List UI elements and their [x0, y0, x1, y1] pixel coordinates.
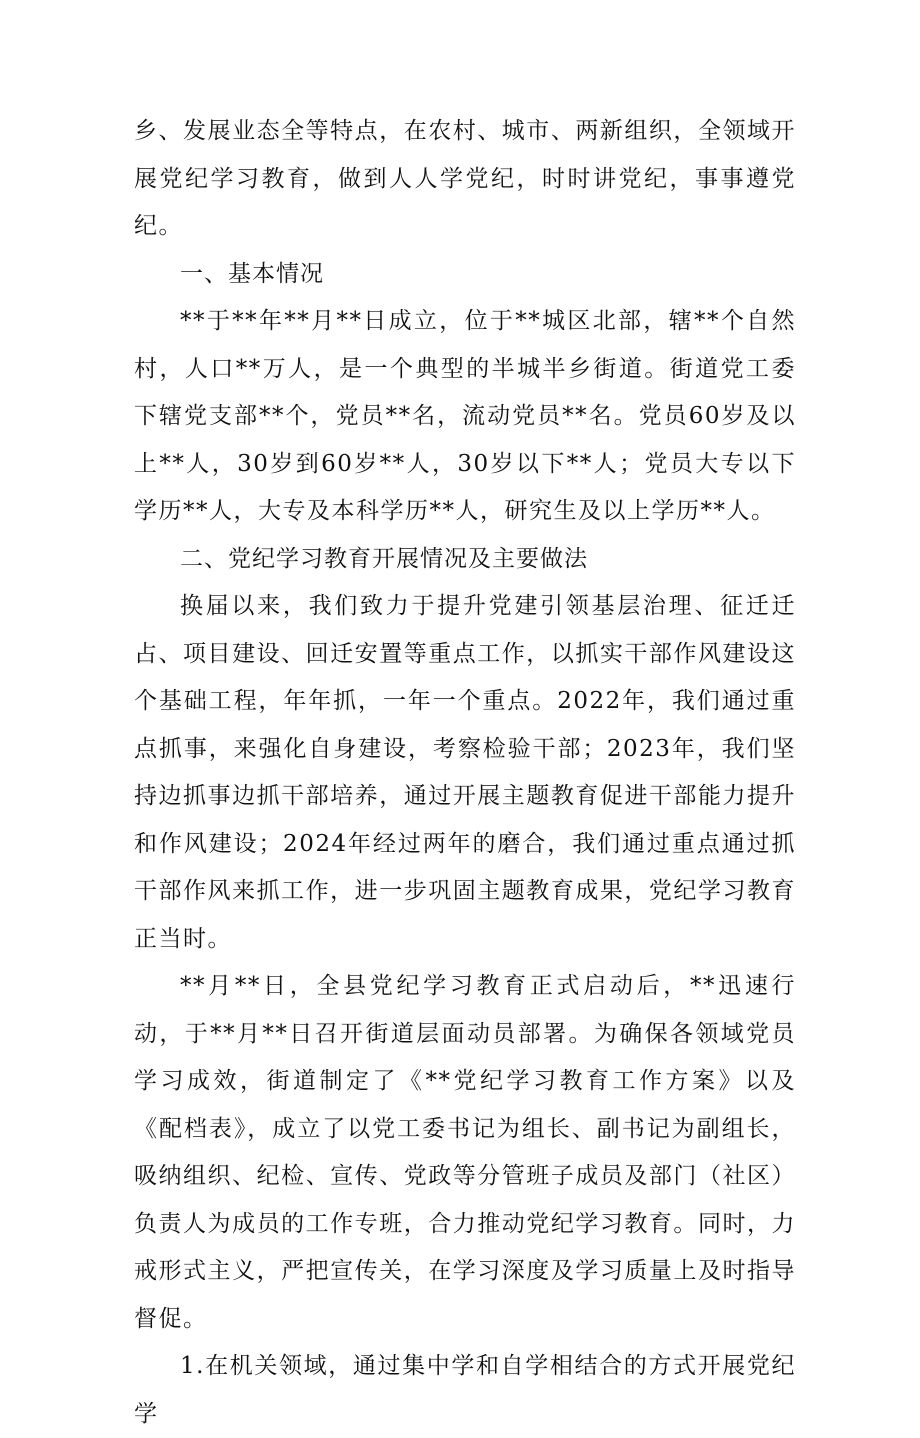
paragraph-launch-deployment: **月**日，全县党纪学习教育正式启动后，**迅速行动，于**月**日召开街道层面动员部署。为确保各领域党员学习成效，街道制定了《**党纪学习教育工作方案》以及《配档表》，成立了以党工委书记为组长、副书记为副组长，吸纳组织、纪检、宣传、党政等分管班子成员及部门（社区）负责人为成员的工作专班，合力推动党纪学习教育。同时，力戒形式主义，严把宣传关，在学习深度及学习质量上及时指导督促。	[134, 973, 796, 1332]
paragraph-intro-continuation: 乡、发展业态全等特点，在农村、城市、两新组织，全领域开展党纪学习教育，做到人人学党纪，时时讲党纪，事事遵党纪。	[134, 118, 796, 239]
paragraph-item-1-start: 1.在机关领域，通过集中学和自学相结合的方式开展党纪学	[134, 1353, 796, 1427]
paragraph-work-focus: 换届以来，我们致力于提升党建引领基层治理、征迁迁占、项目建设、回迁安置等重点工作，以抓实干部作风建设这个基础工程，年年抓，一年一个重点。2022年，我们通过重点抓事，来强化自身建设，考察检验干部；2023年，我们坚持边抓事边抓干部培养，通过开展主题教育促进干部能力提升和作风建设；2024年经过两年的磨合，我们通过重点通过抓干部作风来抓工作，进一步巩固主题教育成果，党纪学习教育正当时。	[134, 593, 796, 952]
section-heading-basic-situation: 一、基本情况	[180, 260, 324, 287]
paragraph-basic-situation: **于**年**月**日成立，位于**城区北部，辖**个自然村，人口**万人，是一个典型的半城半乡街道。街道党工委下辖党支部**个，党员**名，流动党员**名。党员60岁及以上**人，30岁到60岁**人，30岁以下**人；党员大专以下学历**人，大专及本科学历**人，研究生及以上学历**人。	[134, 308, 796, 524]
section-heading-education-practices: 二、党纪学习教育开展情况及主要做法	[180, 545, 588, 572]
document-body	[134, 108, 796, 1438]
